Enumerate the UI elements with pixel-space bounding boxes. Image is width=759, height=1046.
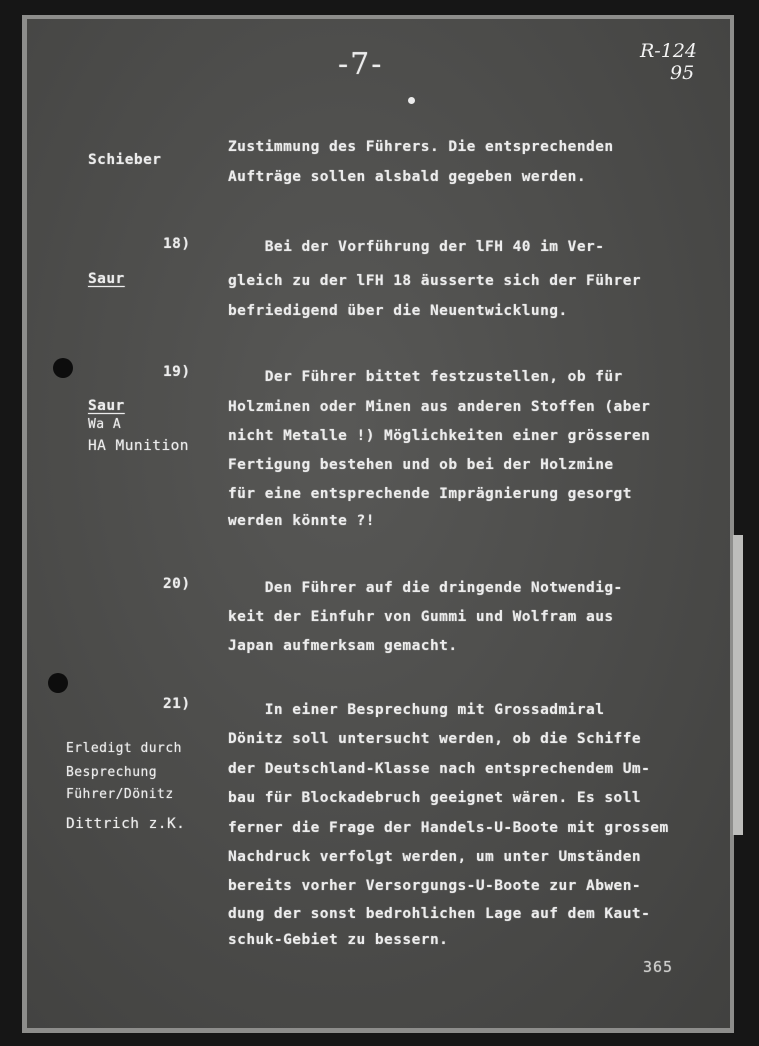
body-line: Den Führer auf die dringende Notwendig- xyxy=(228,580,623,596)
body-line: nicht Metalle !) Möglichkeiten einer grösseren xyxy=(228,428,651,444)
body-line: bau für Blockadebruch geeignet wären. Es soll xyxy=(228,790,642,806)
body-line: der Deutschland-Klasse nach entsprechendem Um- xyxy=(228,761,651,777)
body-line: gleich zu der lFH 18 äusserte sich der Führer xyxy=(228,273,642,289)
body-line: In einer Besprechung mit Grossadmiral xyxy=(228,702,605,718)
body-line: Holzminen oder Minen aus anderen Stoffen (aber xyxy=(228,399,651,415)
body-line: bereits vorher Versorgungs-U-Boote zur Abwen- xyxy=(228,878,642,894)
ink-dot xyxy=(408,97,415,104)
body-line: keit der Einfuhr von Gummi und Wolfram aus xyxy=(228,609,614,625)
body-line: dung der sonst bedrohlichen Lage auf dem Kaut- xyxy=(228,906,651,922)
body-line: werden könnte ?! xyxy=(228,513,375,529)
body-line: befriedigend über die Neuentwicklung. xyxy=(228,303,568,319)
item-number: 19) xyxy=(163,364,191,380)
item-number: 18) xyxy=(163,236,191,252)
item-number: 21) xyxy=(163,696,191,712)
item-number: 20) xyxy=(163,576,191,592)
margin-note: Wa A xyxy=(88,417,122,432)
body-line: Dönitz soll untersucht werden, ob die Schiffe xyxy=(228,731,642,747)
margin-note: Führer/Dönitz xyxy=(66,787,174,802)
body-line: Der Führer bittet festzustellen, ob für xyxy=(228,369,623,385)
body-line: schuk-Gebiet zu bessern. xyxy=(228,932,449,948)
margin-note: HA Munition xyxy=(88,438,189,454)
margin-note: Besprechung xyxy=(66,765,158,780)
archive-number: 365 xyxy=(643,958,674,976)
body-line: Zustimmung des Führers. Die entsprechenden xyxy=(228,139,614,155)
archive-ref-line2: 95 xyxy=(670,62,695,84)
body-line: Nachdruck verfolgt werden, um unter Umständen xyxy=(228,849,642,865)
body-line: Fertigung bestehen und ob bei der Holzmine xyxy=(228,457,614,473)
margin-note: Dittrich z.K. xyxy=(66,816,186,832)
page-number: -7- xyxy=(338,47,384,82)
margin-note: Saur xyxy=(88,271,125,287)
margin-note: Saur xyxy=(88,398,125,414)
archive-ref-line1: R-124 xyxy=(640,40,697,62)
body-line: für eine entsprechende Imprägnierung gesorgt xyxy=(228,486,632,502)
margin-note: Schieber xyxy=(88,152,162,168)
punch-hole xyxy=(48,673,68,693)
body-line: Bei der Vorführung der lFH 40 im Ver- xyxy=(228,239,605,255)
punch-hole xyxy=(53,358,73,378)
body-line: Aufträge sollen alsbald gegeben werden. xyxy=(228,169,587,185)
body-line: ferner die Frage der Handels-U-Boote mit grossem xyxy=(228,820,669,836)
body-line: Japan aufmerksam gemacht. xyxy=(228,638,458,654)
paper-strip xyxy=(733,535,743,835)
margin-note: Erledigt durch xyxy=(66,741,182,756)
